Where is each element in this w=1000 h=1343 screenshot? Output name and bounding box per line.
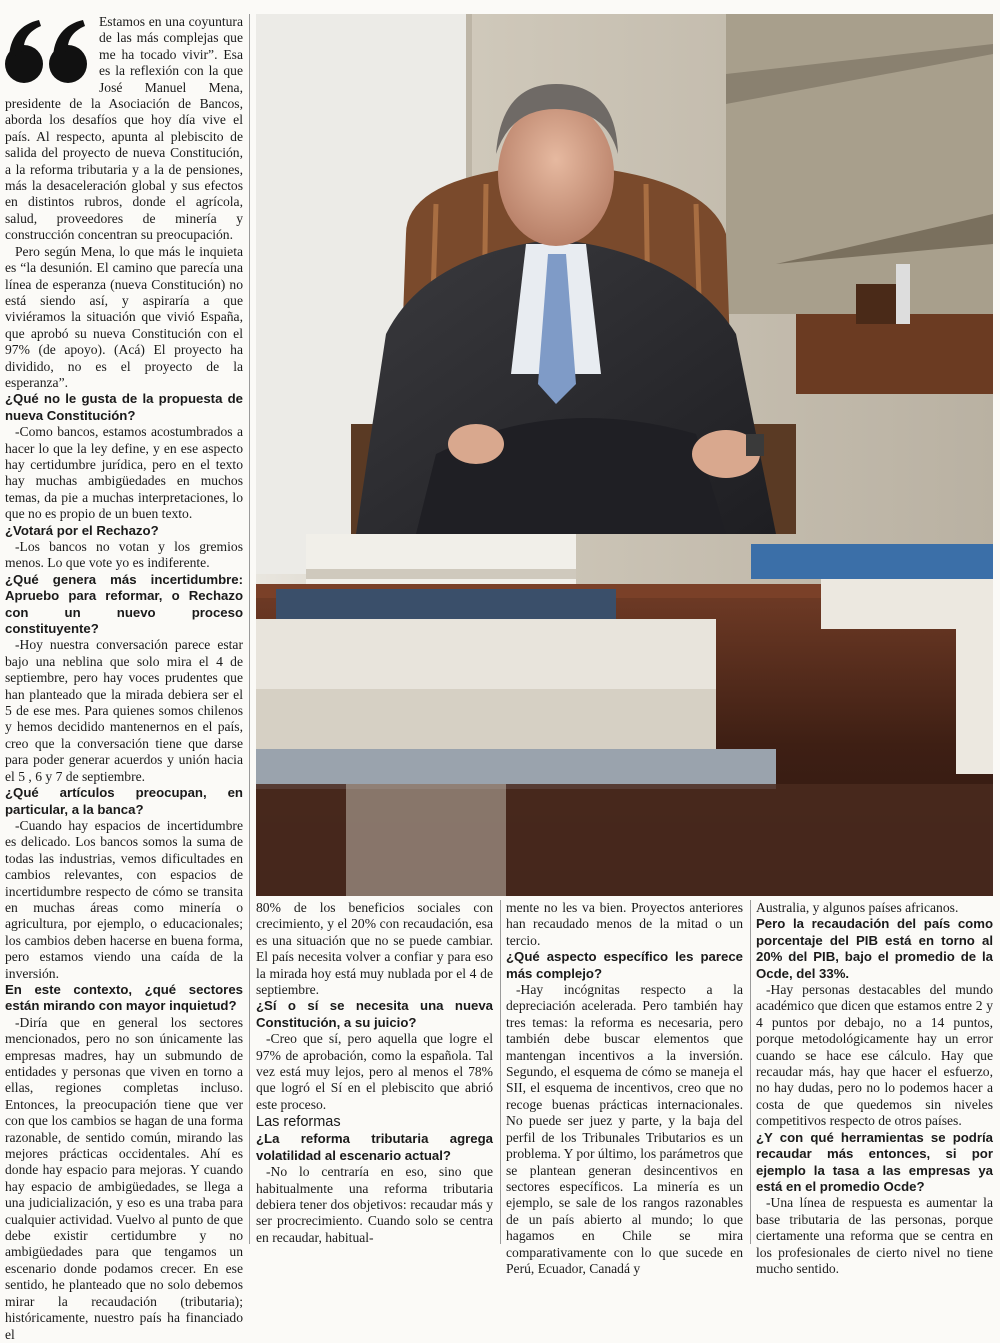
answer: -Creo que sí, pero aquella que logre el 97% de aprobación, como la española. Tal vez está muy lejos, pero al menos el 78% que logró el Sí en el plebiscito que abrió este proceso. bbox=[256, 1031, 493, 1112]
question: ¿Qué no le gusta de la propuesta de nueva Constitución? bbox=[5, 391, 243, 423]
column-rule bbox=[750, 900, 751, 1244]
article-column-1 bbox=[5, 14, 243, 1343]
column-rule bbox=[500, 900, 501, 1244]
article-column-2 bbox=[256, 900, 493, 1246]
paragraph: mente no les va bien. Proyectos anteriores han recaudado menos de la mitad o un tercio. bbox=[506, 900, 743, 948]
paragraph: 80% de los beneficios sociales con crecimiento, y el 20% con recaudación, esa es una situación que no se puede cambiar. El país necesita volver a confiar y para eso la mirada hoy está muy nublada por el 4 de septiembre. bbox=[256, 900, 493, 998]
answer: -Cuando hay espacios de incertidumbre es delicado. Los bancos somos la suma de todas las industrias, vemos dificultades en cambios relevantes, con espacios de incertidumbre respecto de cómo se transita en muchas áreas como minería o agricultura, por ejemplo, o educacionales; los cambios deben hacerse en buena forma, pero estamos viendo una caída de la inversión. bbox=[5, 817, 243, 981]
article-column-3 bbox=[506, 900, 743, 1277]
section-subhead: Las reformas bbox=[256, 1114, 341, 1131]
answer: -Diría que en general los sectores mencionados, pero no son únicamente las empresas madres, hay un submundo de entidades y personas que viven en torno a ellas, regiones completas incluso. Entonces, la preocupación tiene que ver con que los cambios se hagan de una forma razonable, de sentido común, mirando las mejores prácticas occidentales. Ahí es donde hay espacio para mejoras. Y cuando hay espacio de ambigüedades, se llega a una judicialización, y eso es una traba para cualquier actividad. Vuelvo al punto de que debe existir certidumbre y no ambigüedades para que tengamos un escenario donde podamos crecer. En ese sentido, he planteado que no solo debemos mirar la recaudación (tributaria); históricamente, nuestro país ha financiado el bbox=[5, 1014, 243, 1342]
intro-paragraph: Estamos en una coyuntura de las más complejas que me ha tocado vivir”. Esa es la reflexión con la que José Manuel Mena, presidente de la Asociación de Bancos, aborda los desafíos que hoy día vive el país. Al respecto, apunta al plebiscito de salida del proyecto de nueva Constitución, a la reforma tributaria y a la de pensiones, más la desaceleración global y sus efectos en distintos rubros, donde el agrícola, salud, proveedores de minería y construcción concentran su preocupación. bbox=[5, 14, 243, 243]
answer: -Hay incógnitas respecto a la depreciación acelerada. Pero también hay tres temas: la reforma es necesaria, pero también debe buscar elementos que mantengan incentivos a la inversión. Segundo, el esquema de cómo se maneja el SII, el esquema de incentivos, creo que no recoge buenas prácticas internacionales. No puede ser juez y parte, y la baja del perfil de los Tribunales Tributarios es un problema. Y por último, los parámetros que se plantean generan desincentivos en sectores específicos. La minería es un ejemplo, se sale de los rangos razonables de un país abierto al mundo; lo que hagamos en Chile se mira comparativamente con lo que sucede en Perú, Ecuador, Canadá y bbox=[506, 982, 743, 1276]
paragraph: Pero según Mena, lo que más le inquieta es “la desunión. El camino que parecía una línea de esperanza (nueva Constitución) no está siendo así, y aspiraría a que viviéramos la situación que vivió España, que aprobó su nueva Constitución con el 97% (de apoyo). (Acá) El proyecto ha dividido, no es el proyecto de la esperanza”. bbox=[5, 243, 243, 390]
question: ¿Sí o sí se necesita una nueva Constitución, a su juicio? bbox=[256, 998, 493, 1030]
portrait-illustration bbox=[256, 14, 993, 896]
answer: -No lo centraría en eso, sino que habitualmente una reforma tributaria debiera tener dos objetivos: recaudar más y ser procrecimiento. Cuando solo se centra en recaudar, habitual- bbox=[256, 1164, 493, 1245]
answer: -Hoy nuestra conversación parece estar bajo una neblina que solo mira el 4 de septiembre, pero hay voces prudentes que han planteado que la mirada debiera ser el 5 de ese mes. Para quienes somos chilenos y hemos decidido mantenernos en el país, creo que la conversación tiene que darse para poder generar acuerdos y unión hacia el 5 , 6 y 7 de septiembre. bbox=[5, 637, 243, 784]
quote-mark-icon bbox=[3, 12, 93, 90]
answer: -Una línea de respuesta es aumentar la base tributaria de las personas, porque ciertamente una reforma que se centra en los profesionales de cierto nivel no tiene mucho sentido. bbox=[756, 1195, 993, 1276]
question: ¿La reforma tributaria agrega volatilidad al escenario actual? bbox=[256, 1131, 493, 1163]
column-rule bbox=[249, 14, 250, 1244]
question: ¿Qué genera más incertidumbre: Apruebo para reformar, o Rechazo con un nuevo proceso constituyente? bbox=[5, 571, 243, 637]
question: ¿Votará por el Rechazo? bbox=[5, 522, 159, 538]
question: ¿Qué aspecto específico les parece más complejo? bbox=[506, 949, 743, 981]
question: Pero la recaudación del país como porcentaje del PIB está en torno al 20% del PIB, bajo el promedio de la Ocde, del 33%. bbox=[756, 916, 993, 981]
question: ¿Qué artículos preocupan, en particular, a la banca? bbox=[5, 785, 243, 817]
portrait-photo bbox=[256, 14, 993, 896]
article-column-4 bbox=[756, 900, 993, 1277]
question: En este contexto, ¿qué sectores están mirando con mayor inquietud? bbox=[5, 981, 243, 1014]
answer: -Hay personas destacables del mundo académico que dicen que estamos entre 2 y 4 puntos por debajo, no a 14 puntos, porque metodológicamente hay un error cuando se hace ese cálculo. Hay que recaudar más, hay que hacer el esfuerzo, no hay dudas, pero no lo podemos hacer a costa de que quedemos sin niveles competitivos respecto de otros países. bbox=[756, 982, 993, 1129]
answer: -Los bancos no votan y los gremios menos. Lo que vote yo es indiferente. bbox=[5, 539, 243, 571]
paragraph: Australia, y algunos países africanos. bbox=[756, 900, 959, 915]
question: ¿Y con qué herramientas se podría recaudar más entonces, si por ejemplo la tasa a las empresas ya está en el promedio Ocde? bbox=[756, 1129, 993, 1194]
answer: -Como bancos, estamos acostumbrados a hacer lo que la ley define, y en ese aspecto hay certidumbre jurídica, pero en el texto hay muchas ambigüedades en muchos temas, da pie a muchas interpretaciones, lo que no es propio de un buen texto. bbox=[5, 424, 243, 522]
